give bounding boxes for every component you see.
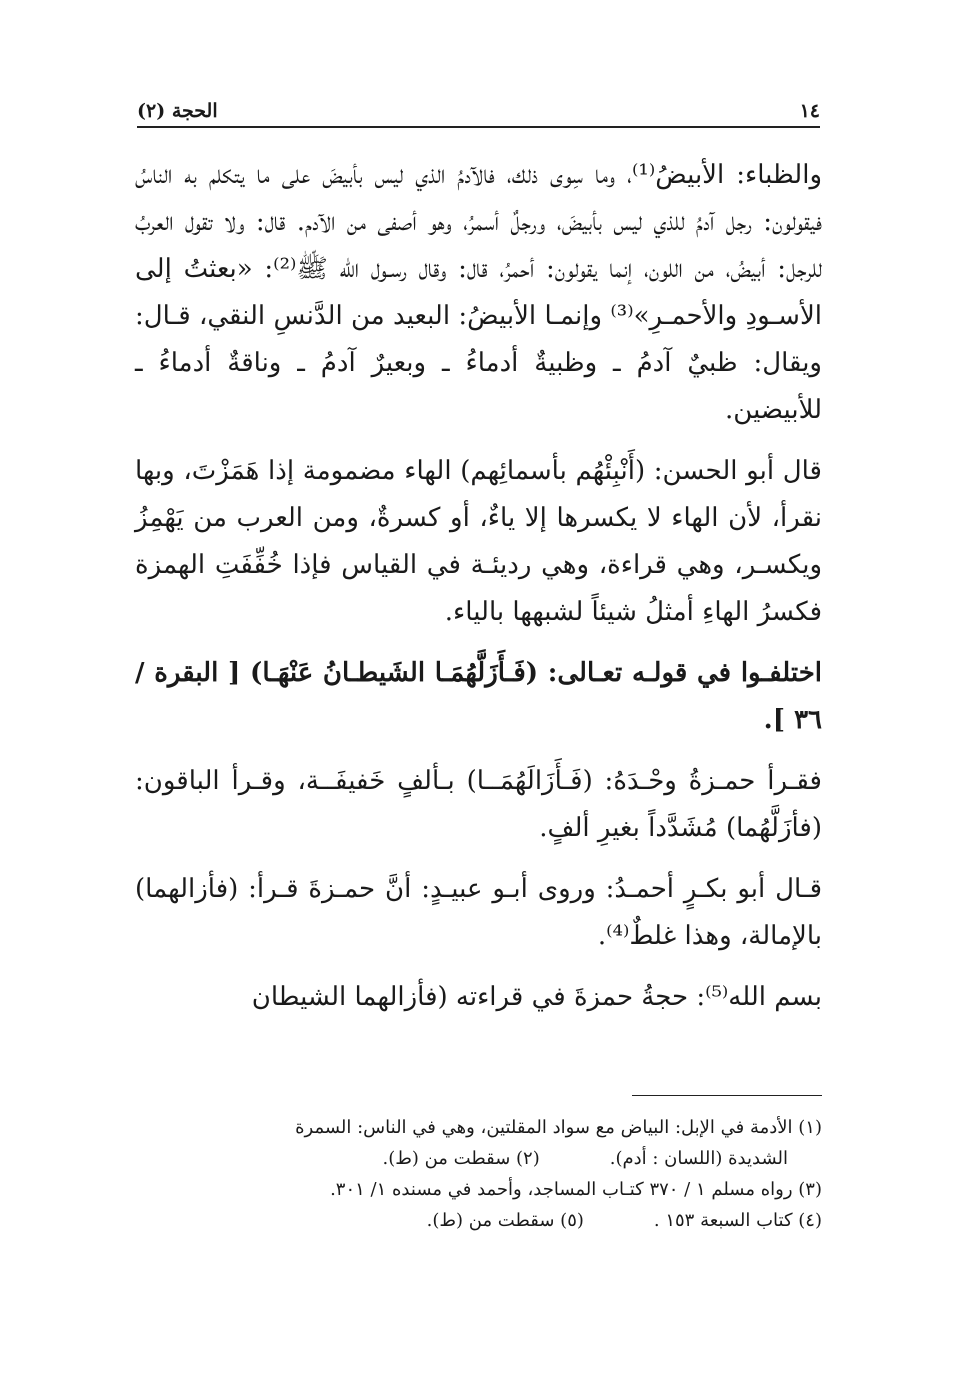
section-heading: اختلفـوا في قولـه تعـالى: (فَـأَزَلَّهُمَـا الشَيطـانُ عَنْهَـا) [ البقرة / ٣٦ ]. xyxy=(135,658,822,735)
paragraph-4: قـال أبو بكـرٍ أحمـدُ: وروى أبـو عبيـدٍ: أنَّ حمـزةَ قـرأ: (فأزالهما) بالإمالة، وهذا غلطٌ⁽⁴⁾. xyxy=(135,874,822,951)
paragraph-2: قال أبو الحسن: (أَنْبِئْهُم بأسمائِهم) الهاء مضمومة إذا هَمَزْتَ، وبها نقرأ، لأن الهاء لا يكسرها إلا ياءٌ، أو كسرةٌ، ومن العرب من يَهْمِزُ ويكسـر، وهي قراءة، وهي رديئـة في القياس فإذا خُفِّفَتِ الهمزة فكسرُ الهاءِ أمثلُ شيئاً لشبهها بالياء. xyxy=(135,456,822,627)
footnote-2: (٢) سقطت من (ط). xyxy=(382,1148,540,1169)
paragraph-1: والظباء: الأبيضُ⁽¹⁾، وما سِوى ذلك، فالآدمُ الذي ليس بأبيضَ على ما يتكلم به الناسُ فيقولون: رجل آدمُ للذي ليس بأبيضَ، ورجلٌ أسمرُ، وهو أصفى من الآدم. قال: ولا تقول العربُ للرجل: أبيضُ، من اللون، إنما يقولون: أحمرُ، قال: وقال رسـول الله ﷺ⁽²⁾: «بعثتُ إلى الأسـودِ والأحمـرِ»⁽³⁾ وإنمـا الأبيضُ: البعيد من الدَّنسِ النقي، قـال: ويقال: ظبيٌ آدمُ ـ وظبيةٌ أدماءُ ـ وبعيرٌ آدمُ ـ وناقةٌ أدماءُ ـ للأبيضين. xyxy=(135,160,823,425)
page-number: ١٤ xyxy=(799,100,820,122)
page-header xyxy=(137,92,820,122)
footnote-row-4-5 xyxy=(135,1205,822,1236)
footnote-row-1-2 xyxy=(135,1143,822,1174)
footnote-1-line-1: (١) الأدمة في الإبل: البياض مع سواد المقلتين، وهي في الناس: السمرة xyxy=(295,1117,822,1138)
paragraph-5: بسم الله⁽⁵⁾: حجةُ حمزةَ في قراءته (فأزالهما الشيطان xyxy=(251,982,822,1012)
body-text xyxy=(135,152,822,1021)
footnotes xyxy=(135,1112,822,1236)
footnote-rule xyxy=(632,1095,822,1096)
running-title: الحجة (٢) xyxy=(137,100,218,122)
paragraph-3: فقـرأ حمـزةُ وحْـدَهُ: (فَـأَزَالَهُمَــا) بـألفٍ خَفيفَــة، وقـرأ الباقون: (فأزَلَّهُما) مُشَدَّداً بغيرِ ألفٍ. xyxy=(135,766,822,843)
footnote-4: (٤) كتاب السبعة ١٥٣ . xyxy=(653,1210,822,1231)
footnote-5: (٥) سقطت من (ط). xyxy=(426,1210,584,1231)
header-rule xyxy=(137,126,820,128)
footnote-1-line-2: الشديدة (اللسان : أدم). xyxy=(609,1148,788,1169)
footnote-3: (٣) رواه مسلم ١ / ٣٧٠ كتـاب المساجد، وأحمد في مسنده ١/ ٣٠١. xyxy=(330,1179,822,1200)
